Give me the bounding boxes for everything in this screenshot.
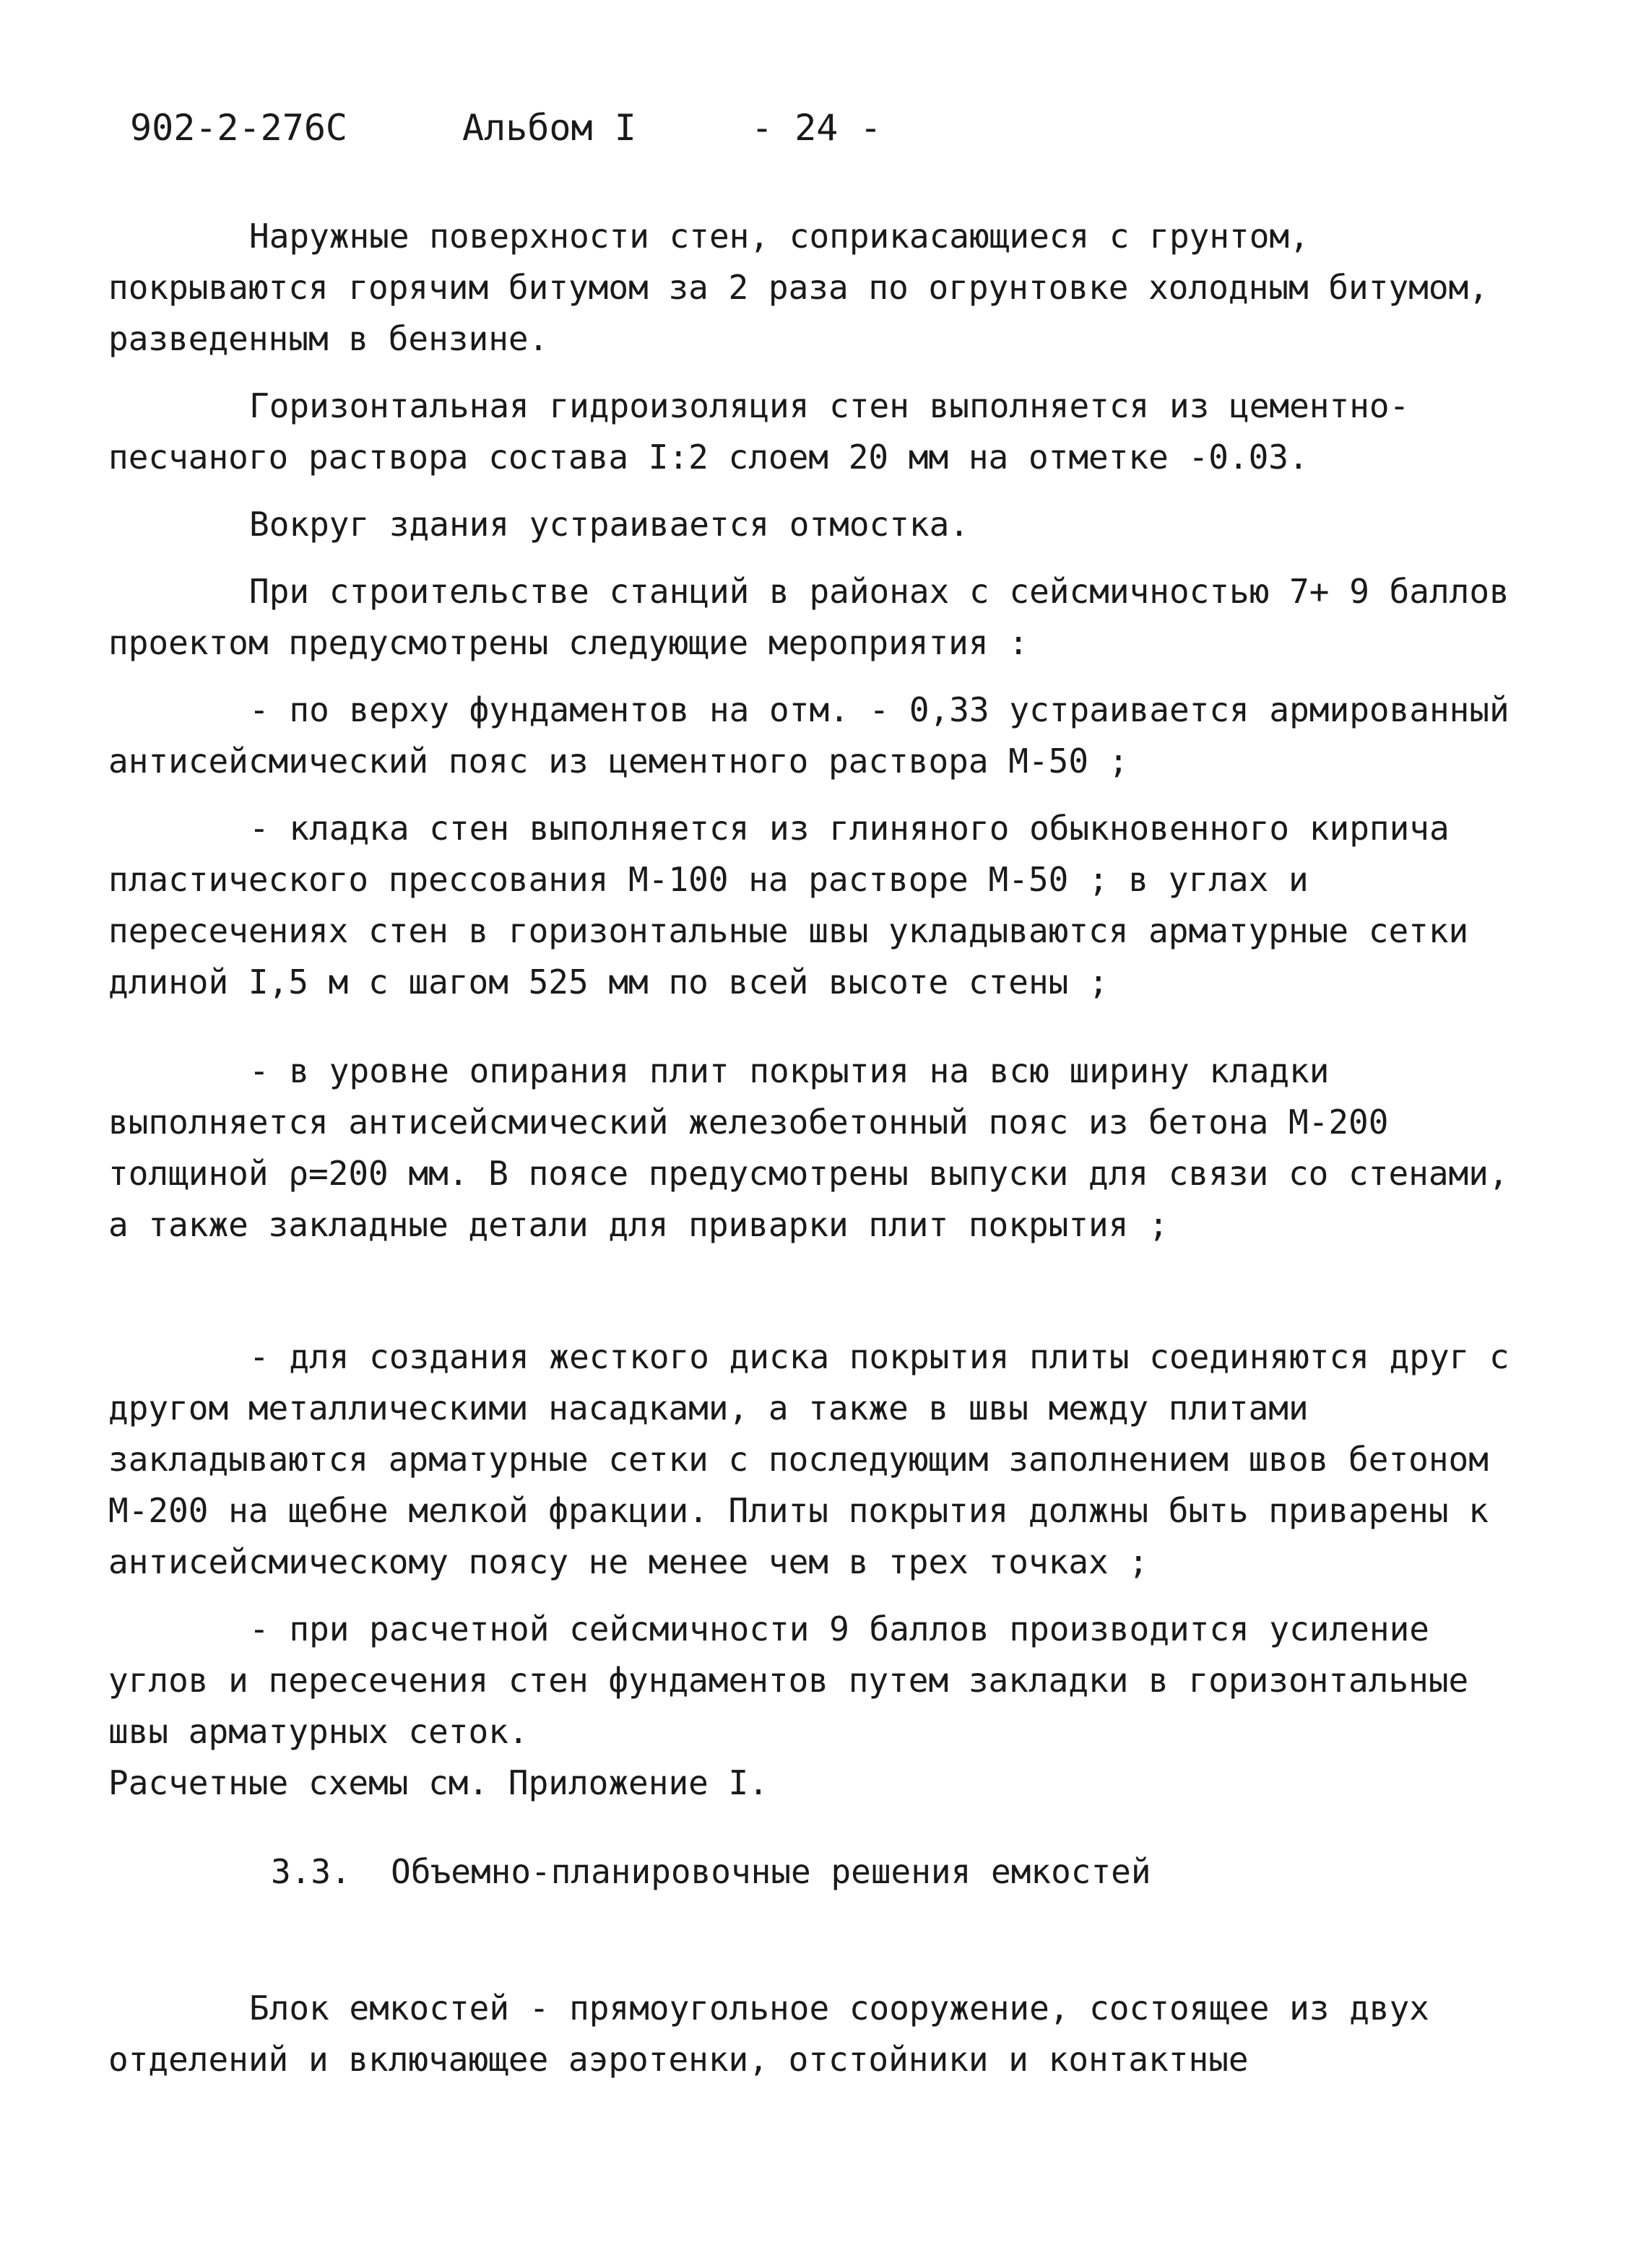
paragraph-waterproofing: Наружные поверхности стен, соприкасающиеся с грунтом, покрываются горячим битумом за 2 раза по огрунтовке холодным битумом, разведенным в бензине.: [108, 217, 1509, 358]
section-number: 3.3.: [271, 1852, 351, 1891]
document-body: [108, 211, 1546, 2103]
album-label: Альбом I: [462, 107, 636, 149]
list-item-reinforcement: - при расчетной сейсмичности 9 баллов производится усиление углов и пересечения стен фундаментов путем закладки в горизонтальные швы арматурных сеток.: [108, 1609, 1489, 1751]
paragraph-tank-block: Блок емкостей - прямоугольное сооружение, состоящее из двух отделений и включающее аэротенки, отстойники и контактные: [108, 1989, 1450, 2079]
list-item-roof-disk: - для создания жесткого диска покрытия плиты соединяются друг с другом металлическими насадками, а также в швы между плитами закладываются арматурные сетки с последующим заполнением швов бетоном М-200 на щебне мелкой фракции. Плиты покрытия должны быть приварены к антисейсмическому поясу не менее чем в трех точках ;: [108, 1337, 1530, 1581]
page-header: [130, 107, 882, 149]
section-title: Объемно-планировочные решения емкостей: [391, 1852, 1151, 1891]
paragraph-blind-area: Вокруг здания устраивается отмостка.: [249, 505, 969, 544]
paragraph-calc-schemes: Расчетные схемы см. Приложение I.: [108, 1763, 768, 1802]
paragraph-horizontal-insulation: Горизонтальная гидроизоляция стен выполняется из цементно-песчаного раствора состава I:2 слоем 20 мм на отметке -0.03.: [108, 386, 1410, 477]
document-code: 902-2-276С: [130, 107, 348, 149]
list-item-foundation-belt: - по верху фундаментов на отм. - 0,33 устраивается армированный антисейсмический пояс из цементного раствора М-50 ;: [108, 690, 1530, 781]
page-number: - 24 -: [751, 107, 882, 149]
section-heading: [108, 1846, 1546, 1898]
paragraph-seismic-intro: При строительстве станций в районах с сейсмичностью 7+ 9 баллов проектом предусмотрены следующие мероприятия :: [108, 572, 1530, 662]
list-item-masonry: - кладка стен выполняется из глиняного обыкновенного кирпича пластического прессования М-100 на растворе М-50 ; в углах и пересечениях стен в горизонтальные швы укладываются арматурные сетки длиной I,5 м с шагом 525 мм по всей высоте стены ;: [108, 809, 1489, 1002]
list-item-roof-belt: - в уровне опирания плит покрытия на всю ширину кладки выполняется антисейсмический железобетонный пояс из бетона М-200 толщиной ρ=200 мм. В поясе предусмотрены выпуски для связи со стенами, а также закладные детали для приварки плит покрытия ;: [108, 1051, 1529, 1244]
